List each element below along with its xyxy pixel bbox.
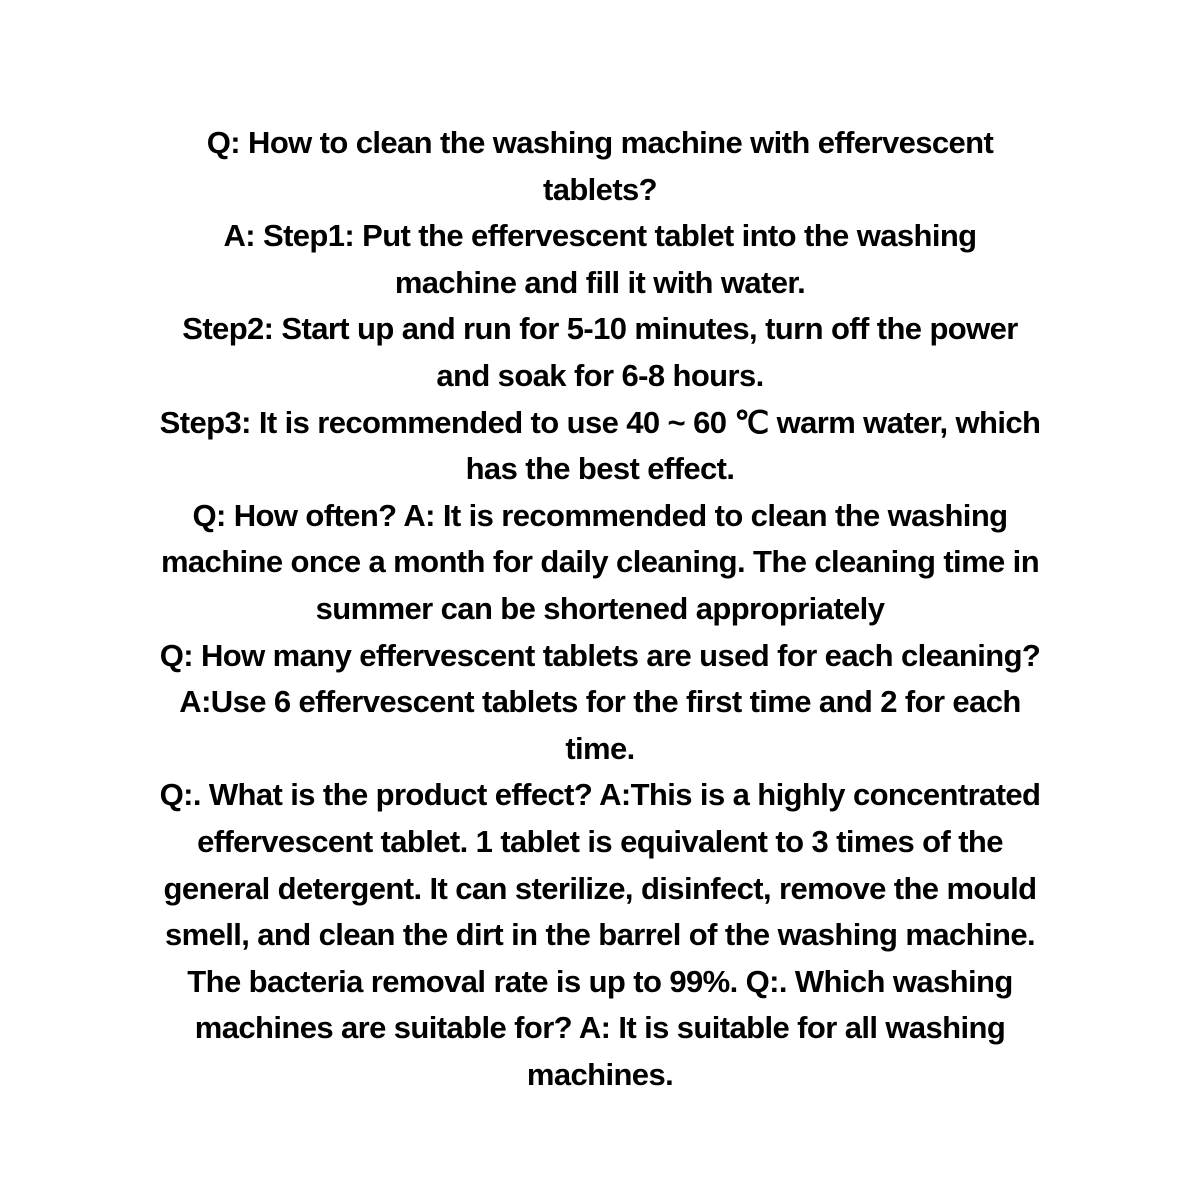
faq-line-product-effect-cont3: smell, and clean the dirt in the barrel of the washing machine. — [164, 917, 1035, 953]
faq-line-step2-cont: and soak for 6-8 hours. — [436, 357, 764, 393]
faq-line-which-machines: The bacteria removal rate is up to 99%. Q:. Which washing — [187, 963, 1013, 999]
faq-line-q1-cont: tablets? — [542, 171, 658, 207]
faq-line-how-many-answer: A:Use 6 effervescent tablets for the first time and 2 for each — [179, 684, 1021, 720]
faq-line-step1-cont: machine and fill it with water. — [394, 264, 806, 300]
faq-line-q1: Q: How to clean the washing machine with effervescent — [206, 125, 994, 160]
faq-text-block — [60, 120, 1140, 1098]
faq-line-how-many-answer-cont: time. — [565, 730, 635, 766]
faq-line-step1: A: Step1: Put the effervescent tablet into the washing — [223, 218, 977, 254]
faq-line-product-effect-cont2: general detergent. It can sterilize, disinfect, remove the mould — [163, 870, 1037, 906]
faq-line-which-machines-cont: machines are suitable for? A: It is suitable for all washing — [194, 1010, 1006, 1046]
faq-line-how-many: Q: How many effervescent tablets are used for each cleaning? — [159, 637, 1041, 673]
faq-line-product-effect: Q:. What is the product effect? A:This is a highly concentrated — [159, 777, 1041, 813]
faq-line-step3-cont: has the best effect. — [465, 451, 735, 487]
faq-line-how-often-cont: machine once a month for daily cleaning. The cleaning time in — [160, 544, 1040, 580]
faq-line-how-often-cont2: summer can be shortened appropriately — [315, 590, 885, 626]
faq-line-step3: Step3: It is recommended to use 40 ~ 60 ℃ warm water, which — [159, 404, 1041, 440]
faq-line-how-often: Q: How often? A: It is recommended to clean the washing — [192, 497, 1008, 533]
faq-line-which-machines-cont2: machines. — [526, 1056, 674, 1092]
faq-line-product-effect-cont: effervescent tablet. 1 tablet is equivalent to 3 times of the — [197, 823, 1003, 859]
faq-line-step2: Step2: Start up and run for 5-10 minutes, turn off the power — [182, 311, 1018, 347]
